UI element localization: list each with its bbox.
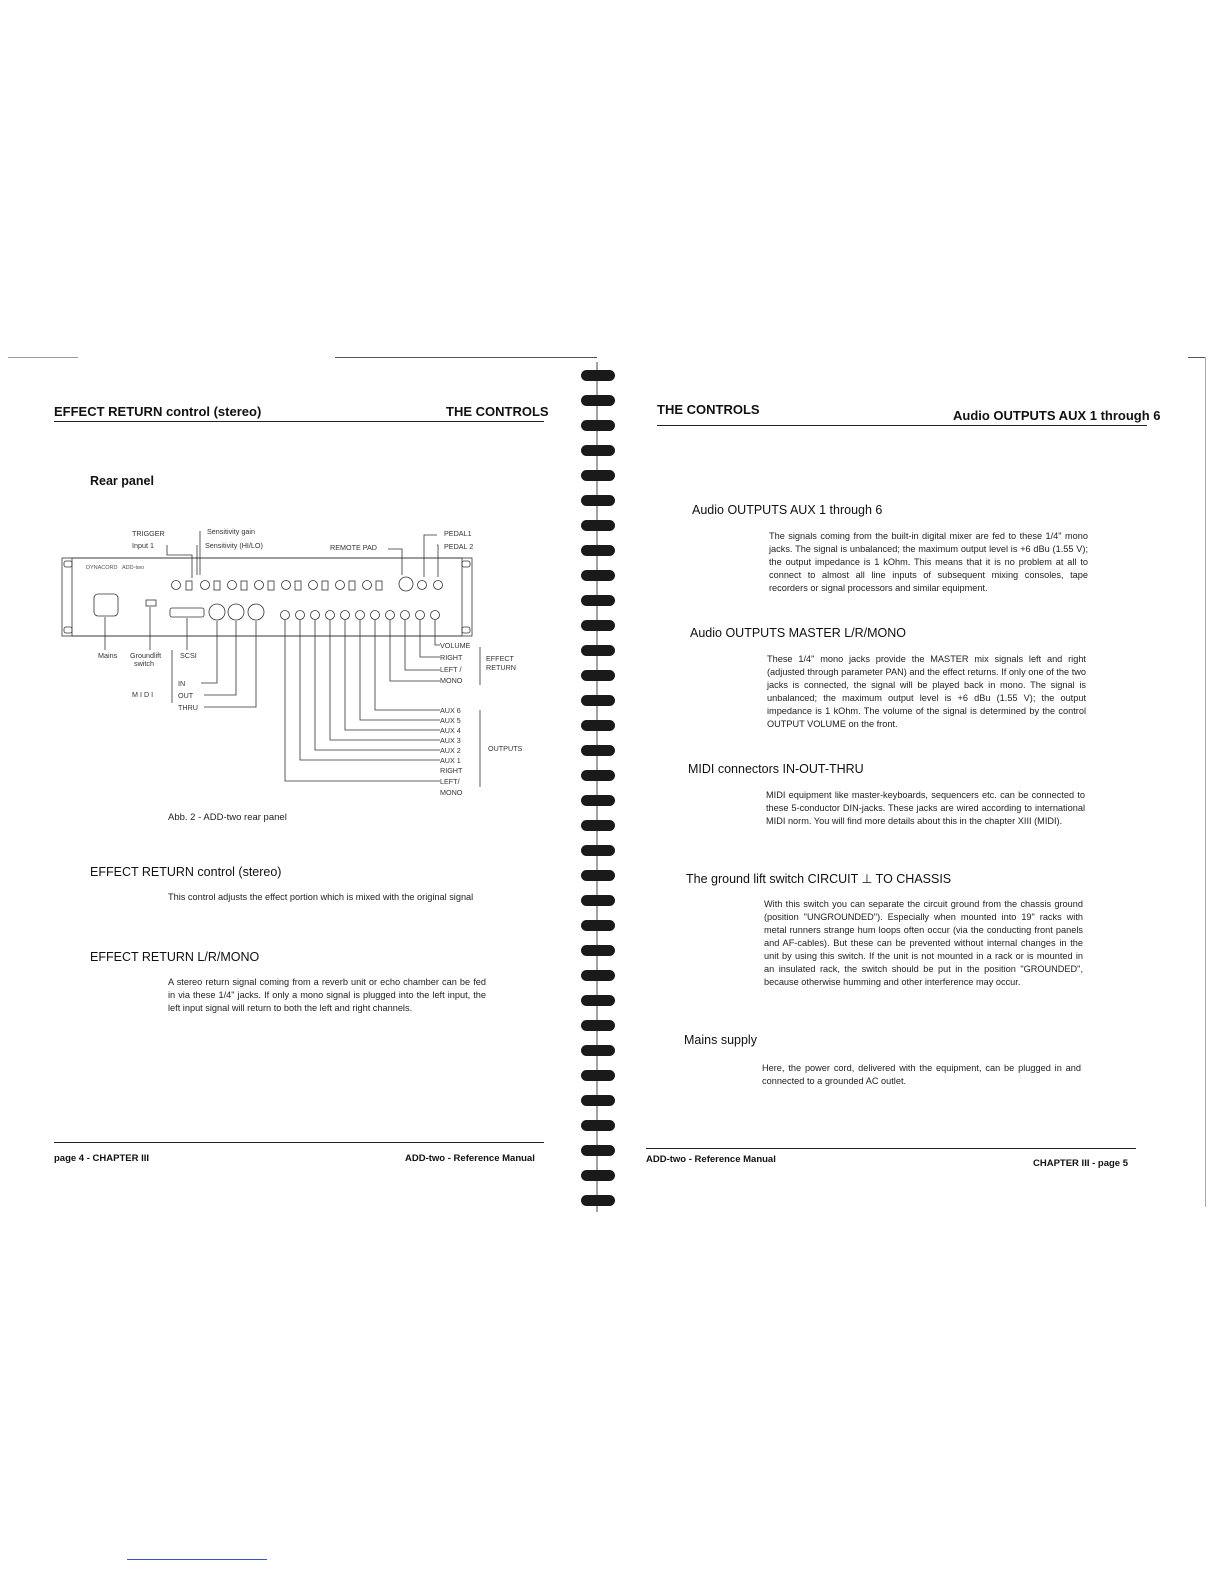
binding-rings [578,362,618,1212]
aux4-label: AUX 4 [440,726,461,735]
switch-label: switch [134,659,154,668]
scan-edge-line [335,357,597,358]
section-title: MIDI connectors IN-OUT-THRU [688,762,864,776]
section-body: These 1/4" mono jacks provide the MASTER mix signals left and right (adjusted through parameter PAN) and the effect returns. If only one of the two jacks is connected, the signal will be played back in mono. The signal is unbalanced; the maximum output level is +6 dBu (1.55 V); the output impedance is 1 kOhm. The volume of the signal is determined by the control OUTPUT VOLUME on the front. [767,654,1086,729]
scan-edge-line [1188,357,1206,358]
right-header-chapter: THE CONTROLS [657,402,760,417]
trigger-label: TRIGGER [132,529,165,538]
model-label: ADD-two [122,565,145,571]
aux6-label: AUX 6 [440,706,461,715]
left-footer-page: page 4 - CHAPTER III [54,1153,150,1164]
section-body: The signals coming from the built-in digital mixer are fed to these 1/4" mono jacks. The signal is unbalanced; the maximum output level is +6 dBu (1.55 V); the output impedance is 1 kOhm. This means that it is no problem at all to connect to almost all line inputs of subsequent mixing consoles, tape recorders or signal processors and similar equipment. [769,531,1088,593]
aux5-label: AUX 5 [440,716,461,725]
outputs-label: OUTPUTS [488,744,523,753]
master-right-label: RIGHT [440,766,463,775]
return-label: RETURN [486,663,516,672]
section-title: The ground lift switch CIRCUIT ⊥ TO CHASSIS [686,872,952,886]
right-footer-page: CHAPTER III - page 5 [1033,1158,1129,1169]
aux2-label: AUX 2 [440,746,461,755]
section-body: MIDI equipment like master-keyboards, sequencers etc. can be connected to these 5-conductor DIN-jacks. These jacks are wired according to international MIDI norm. You will find more details about this in the chapter XIII (MIDI). [766,790,1085,826]
left-header-chapter: THE CONTROLS [446,404,549,419]
page-edge-line [1205,357,1206,1207]
rear-panel-title: Rear panel [90,474,154,488]
stray-line [127,1559,267,1560]
section-body: Here, the power cord, delivered with the equipment, can be plugged in and connected to a grounded AC outlet. [762,1063,1081,1086]
midi-label: M I D I [132,690,154,699]
scan-edge-line [8,357,78,358]
effect-label: EFFECT [486,654,514,663]
left-footer-rule [54,1142,544,1143]
remote-pad-label: REMOTE PAD [330,543,377,552]
figure-caption: Abb. 2 - ADD-two rear panel [168,812,287,823]
midi-in-label: IN [178,679,186,688]
input1-label: Input 1 [132,541,154,550]
right-header-rule [657,425,1147,426]
effect-mono-label: MONO [440,676,463,685]
section-title: EFFECT RETURN control (stereo) [90,865,282,879]
volume-label: VOLUME [440,641,471,650]
rear-panel-diagram [60,525,540,800]
right-footer-title: ADD-two - Reference Manual [646,1154,776,1165]
section-title: EFFECT RETURN L/R/MONO [90,950,260,964]
effect-right-label: RIGHT [440,653,463,662]
section-title: Audio OUTPUTS MASTER L/R/MONO [690,626,907,640]
brand-label: DYNACORD [86,565,118,571]
pedal1-label: PEDAL1 [444,529,472,538]
section-title: Audio OUTPUTS AUX 1 through 6 [692,503,883,517]
section-body: With this switch you can separate the circuit ground from the chassis ground (position "UNGROUNDED"). Especially when mounted into 19" racks with metal runners strange hum loops often occur (via the conducting front panels and AF-cables). But these can be prevented without internal changes in the unit by using this switch. If the unit is not mounted in a rack or is mounted in an insulated rack, the switch should be put in the position "GROUNDED", because otherwise humming and other interference may occur. [764,899,1083,987]
left-footer-title: ADD-two - Reference Manual [405,1153,535,1164]
section-body: A stereo return signal coming from a reverb unit or echo chamber can be fed in via these 1/4" jacks. If only a mono signal is plugged into the left input, the left input signal will return to both the left and right channels. [168,977,486,1013]
midi-out-label: OUT [178,691,194,700]
aux1-label: AUX 1 [440,756,461,765]
scsi-label: SCSI [180,651,197,660]
left-header-rule [54,421,544,422]
sensitivity-gain-label: Sensitivity gain [207,527,255,536]
section-body: This control adjusts the effect portion which is mixed with the original signal [168,892,474,902]
effect-left-label: LEFT / [440,665,462,674]
rear-panel-drawing [60,525,540,800]
pedal2-label: PEDAL 2 [444,542,474,551]
left-header-title: EFFECT RETURN control (stereo) [54,404,262,419]
master-mono-label: MONO [440,788,463,797]
spiral-binding [578,362,618,1212]
section-title: Mains supply [684,1033,757,1047]
master-left-label: LEFT/ [440,777,460,786]
sensitivity-hilo-label: Sensitivity (HI/LO) [205,541,263,550]
midi-thru-label: THRU [178,703,198,712]
mains-label: Mains [98,651,118,660]
aux3-label: AUX 3 [440,736,461,745]
right-header-title: Audio OUTPUTS AUX 1 through 6 [953,408,1161,423]
groundlift-label: Groundlift [130,651,162,660]
right-footer-rule [646,1148,1136,1149]
